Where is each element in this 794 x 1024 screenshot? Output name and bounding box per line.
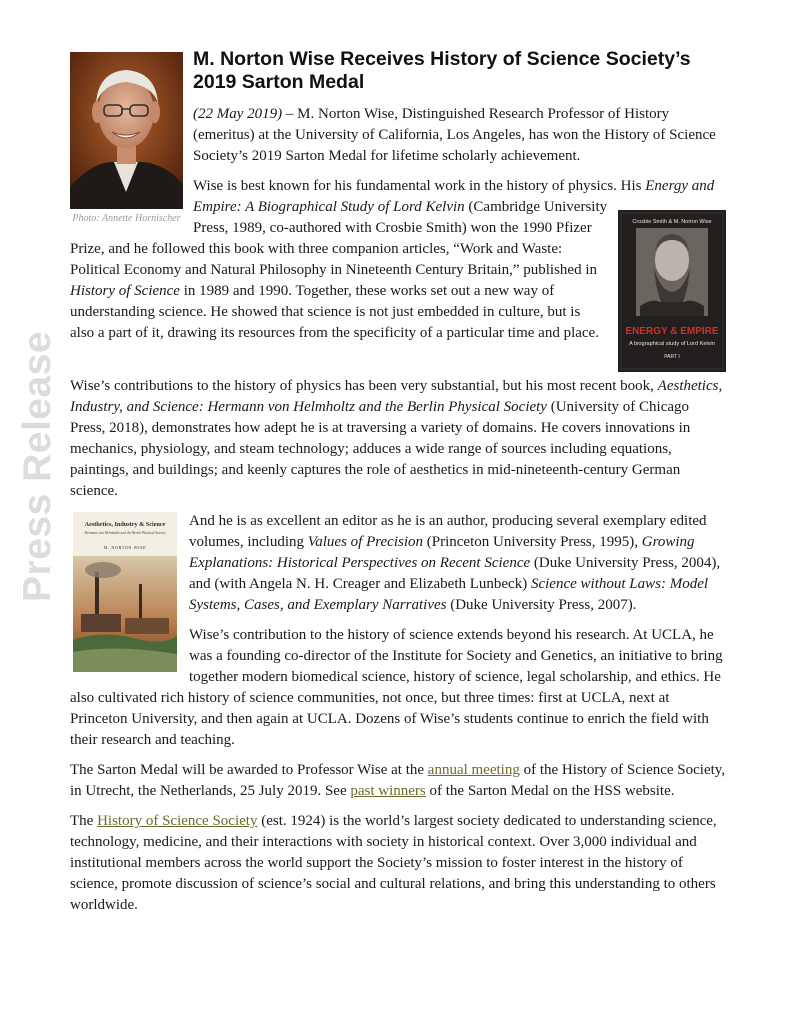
p6-text-b: of the History of Science Society, in Utrecht, the Netherlands, 25 July 2019. See xyxy=(70,762,726,799)
book2-title: Aesthetics, Industry & Science xyxy=(84,521,166,528)
p2-book-title: Energy and Empire: A Biographical Study of Lord Kelvin xyxy=(193,178,715,215)
past-winners-link[interactable]: past winners xyxy=(350,783,426,799)
p7-text-b: (est. 1924) is the world’s largest society dedicated to understanding science, technology, medicine, and their interactions with society in historical context. Over 3,000 individual and institutional members across the world support the Society’s mission to foster interest in the history of science, promote discussion of science’s social and cultural relations, and bring this understanding to others worldwide. xyxy=(70,813,717,913)
p3-text-c: (University of Chicago Press, 2018), demonstrates how adept he is at traversing a variety of domains. He covers innovations in mechanics, physiology, and steam technology; adduces a wide range of sources including equations, paintings, and buildings; and keenly captures the role of aesthetics in mid-nineteenth-century German science. xyxy=(70,399,691,499)
book1-part: PART I xyxy=(664,354,680,360)
p4-text-e: (Duke University Press, 2004), and (with Angela N. H. Creager and Elizabeth Lunbeck) xyxy=(189,555,721,592)
book1-title: ENERGY & EMPIRE xyxy=(625,326,719,337)
p4-text-a: And he is as excellent an editor as he is an author, producing several exemplary edited volumes, including xyxy=(189,513,707,550)
portrait-photo xyxy=(70,52,183,209)
p2-text-c: (Cambridge University Press, 1989, co-authored with Crosbie Smith) won the 1990 Pfizer Prize, and he followed this book with three companion articles, “Work and Waste: Political Economy and Natural Philosophy in Nineteenth Century Britain,” published in xyxy=(70,199,608,278)
hss-paragraph xyxy=(70,811,726,916)
p4-text-g: (Duke University Press, 2007). xyxy=(446,597,637,613)
p4-title-f: Science without Laws: Model Systems, Cases, and Exemplary Narratives xyxy=(189,576,709,613)
photo-caption: Photo: Annette Hornischer xyxy=(72,213,181,224)
page-title: M. Norton Wise Receives History of Science Society’s 2019 Sarton Medal xyxy=(193,48,691,93)
p2-text-e: in 1989 and 1990. Together, these works set out a new way of understanding science. He showed that science is not just embedded in culture, but is also a part of it, drawing its resources from the specificity of a particular time and place. xyxy=(70,283,599,341)
p6-text-c: of the Sarton Medal on the HSS website. xyxy=(425,783,675,799)
book1-authors: Crosbie Smith & M. Norton Wise xyxy=(632,219,712,225)
p6-text-a: The Sarton Medal will be awarded to Professor Wise at the xyxy=(70,762,428,778)
hss-link[interactable]: History of Science Society xyxy=(97,813,258,829)
book1-subtitle: A biographical study of Lord Kelvin xyxy=(629,341,715,347)
p2-text-a: Wise is best known for his fundamental work in the history of physics. His xyxy=(193,178,646,194)
p4-text-c: (Princeton University Press, 1995), xyxy=(423,534,642,550)
release-date: (22 May 2019) xyxy=(193,106,283,122)
intro-text: – M. Norton Wise, Distinguished Research Professor of History (emeritus) at the University of California, Los Angeles, has won the History of Science Society’s 2019 Sarton Medal for lifetime scholarly achievement. xyxy=(193,106,716,164)
ucla-paragraph: Wise’s contribution to the history of science extends beyond his research. At UCLA, he was a founding co-director of the Institute for Society and Genetics, an initiative to bring together modern biomedical science, history of science, legal scholarship, and ethics. He also cultivated rich history of science communities, not once, but three times: first at UCLA, next at Princeton University, and then again at UCLA. Dozens of Wise’s students continue to enrich the field with their research and teaching. xyxy=(70,627,723,748)
p4-title-d: Growing Explanations: Historical Perspectives on Recent Science xyxy=(189,534,695,571)
energy-empire-book-cover xyxy=(618,210,726,372)
p7-text-a: The xyxy=(70,813,98,829)
p4-title-b: Values of Precision xyxy=(307,534,424,550)
article xyxy=(70,48,726,925)
award-paragraph xyxy=(70,760,726,802)
book2-subtitle: Hermann von Helmholtz and the Berlin Physical Society xyxy=(84,531,166,535)
aesthetics-paragraph xyxy=(70,376,726,502)
annual-meeting-link[interactable]: annual meeting xyxy=(427,762,520,778)
aesthetics-book-cover xyxy=(73,512,177,672)
p3-text-a: Wise’s contributions to the history of physics has been very substantial, but his most recent book, xyxy=(70,378,658,394)
p2-journal-title: History of Science xyxy=(70,283,180,299)
press-release-watermark: Press Release xyxy=(16,330,59,602)
p3-book-title: Aesthetics, Industry, and Science: Hermann von Helmholtz and the Berlin Physical Society xyxy=(70,378,723,415)
book2-author: M. NORTON WISE xyxy=(103,545,147,550)
